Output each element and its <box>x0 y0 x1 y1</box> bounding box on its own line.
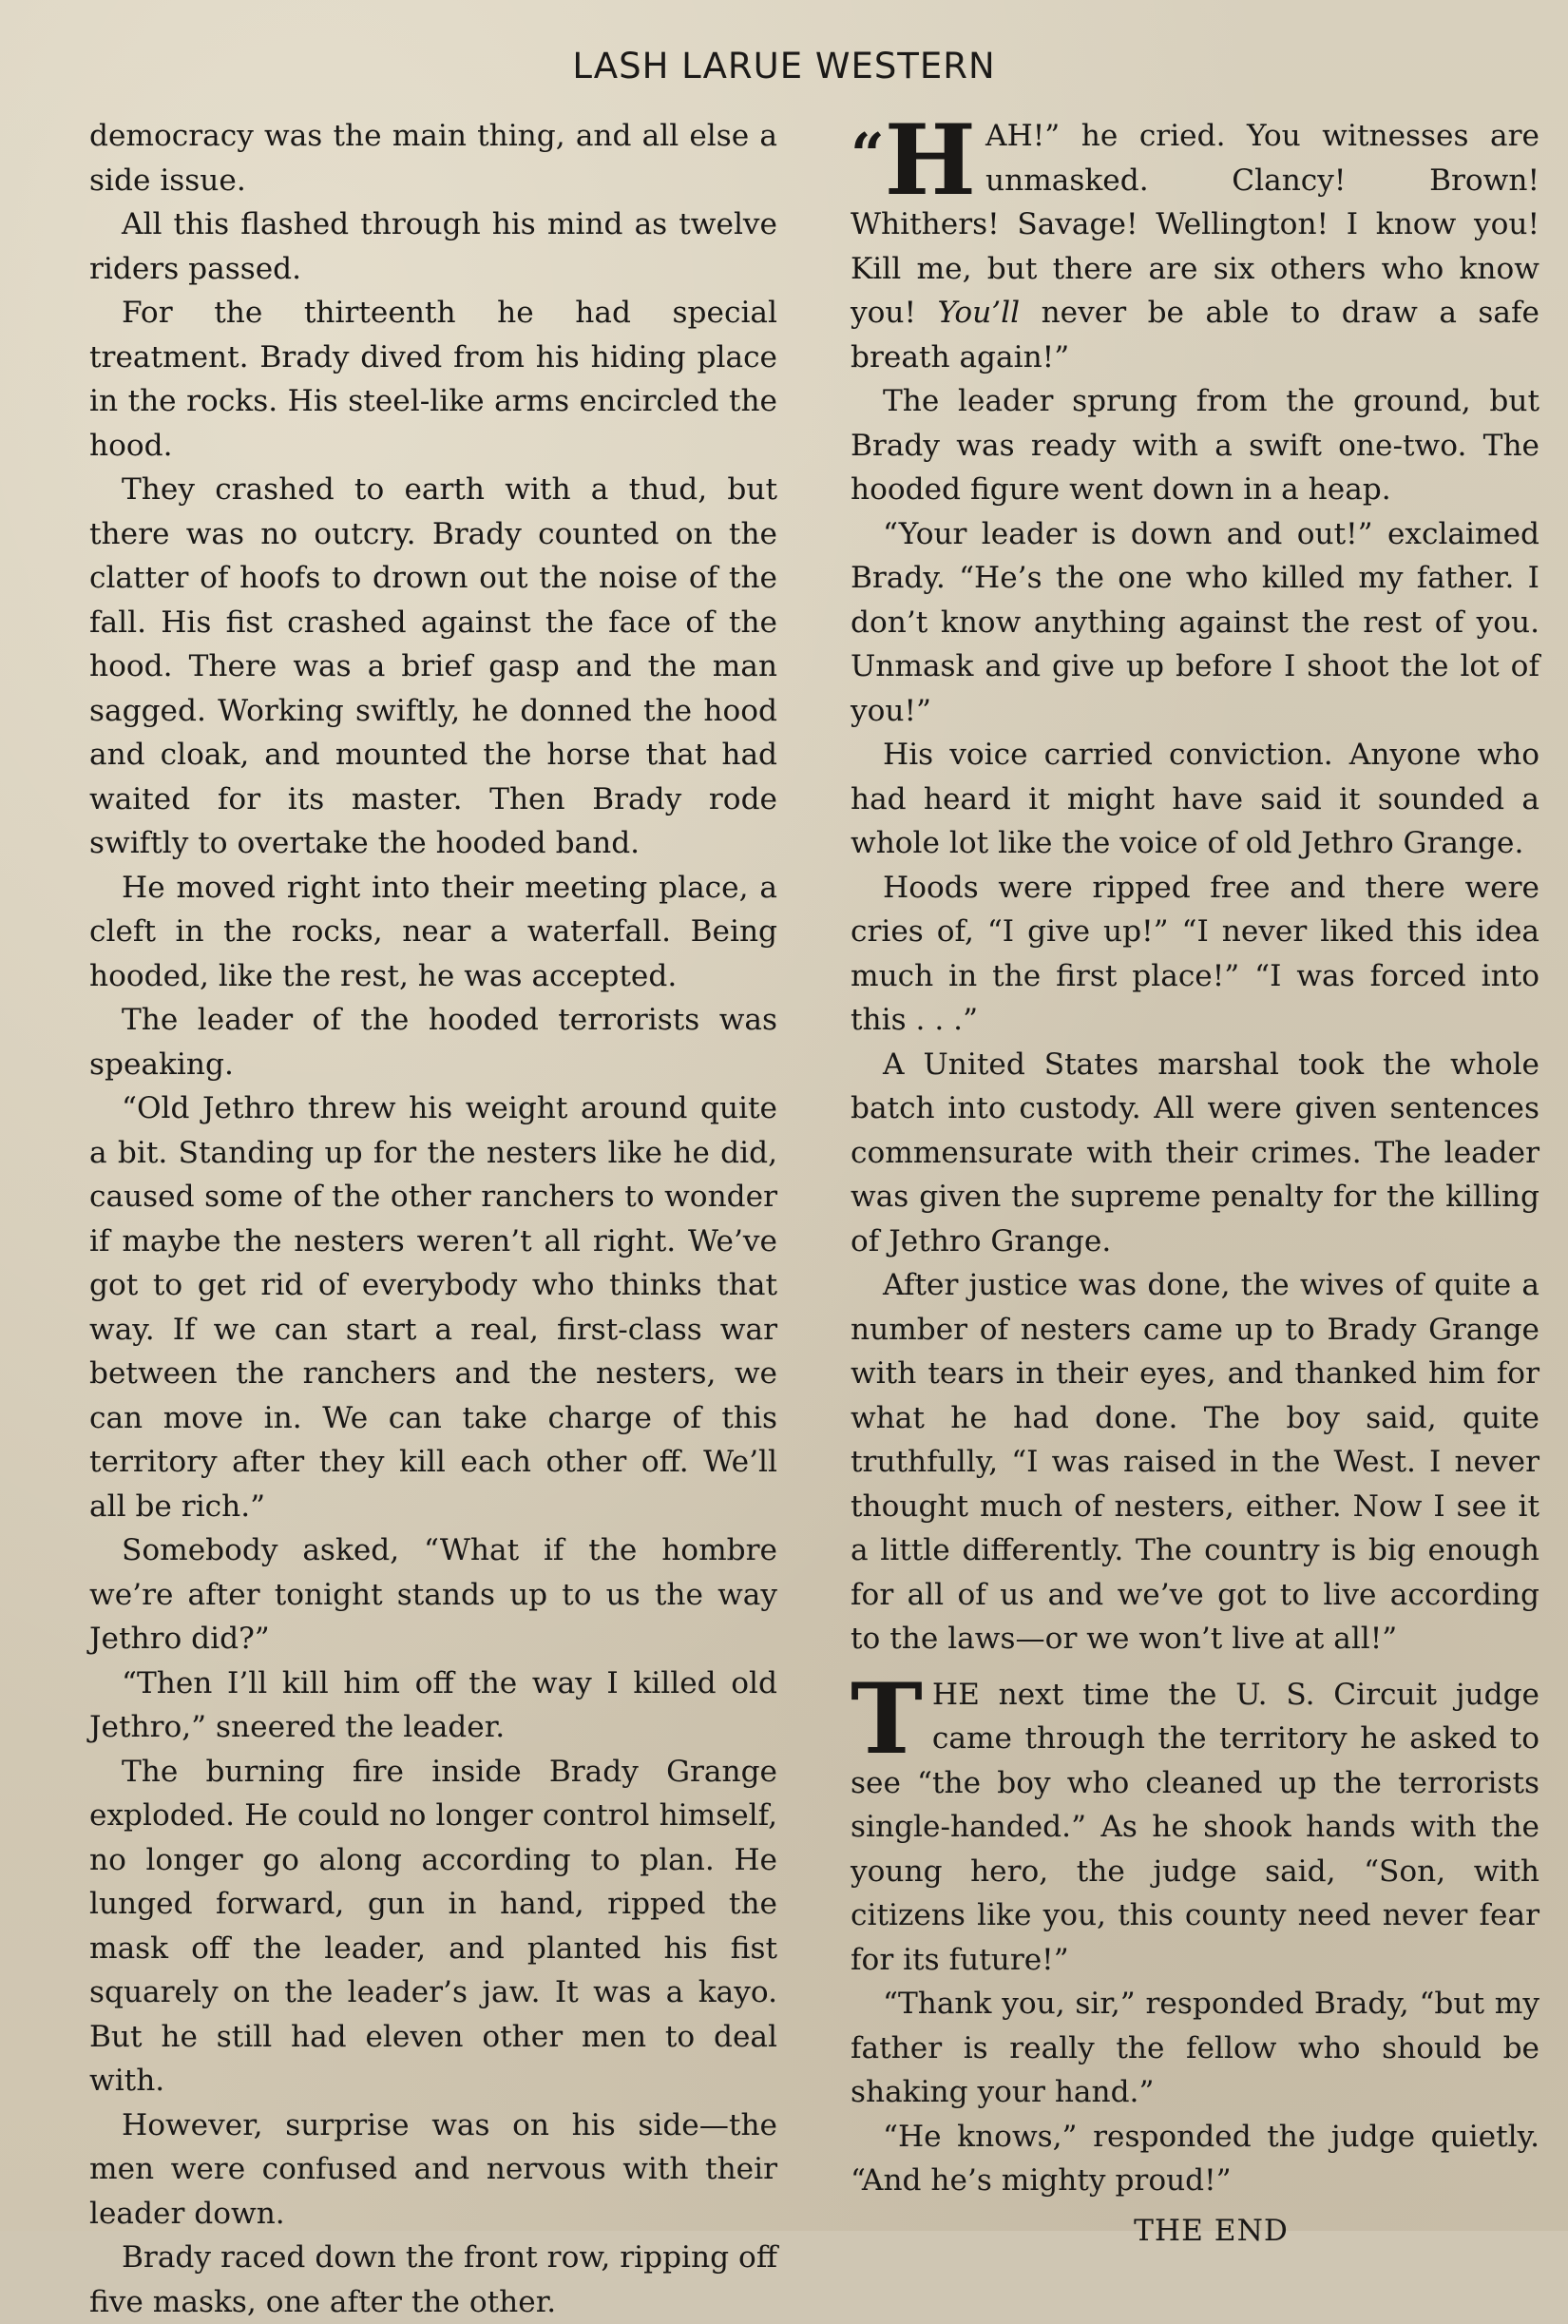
paragraph: However, surprise was on his side—the men were confused and nervous with their leader down. <box>89 2107 777 2231</box>
left-column <box>89 114 777 2324</box>
dropcap-t: T <box>851 1661 923 1777</box>
paragraph: After justice was done, the wives of quite a number of nesters came up to Brady Grange with tears in their eyes, and thanked him for what he had done. The boy said, quite truthfully, “I was raised in the West. I never thought much of nesters, either. Now I see it a little differently. The country is big enough for all of us and we’ve got to live according to the laws—or we won’t live at all!” <box>851 1268 1539 1656</box>
paragraph: For the thirteenth he had special treatment. Brady dived from his hiding place in the rocks. His steel-like arms encircled the hood. <box>89 296 777 463</box>
paragraph: All this flashed through his mind as twelve riders passed. <box>89 207 777 286</box>
emphasis-text: You’ll <box>937 296 1021 330</box>
paragraph: They crashed to earth with a thud, but there was no outcry. Brady counted on the clatter of hoofs to drown out the noise of the fall. His fist crashed against the face of the hood. There was a brief gasp and the man sagged. Working swiftly, he donned the hood and cloak, and mounted the horse that had waited for its master. Then Brady rode swiftly to overtake the hooded band. <box>89 472 777 860</box>
paragraph: He moved right into their meeting place, a cleft in the rocks, near a waterfall. Being hooded, like the rest, he was accepted. <box>89 870 777 993</box>
dropcap-letter: H <box>884 104 977 218</box>
paragraph: The leader sprung from the ground, but Brady was ready with a swift one-two. The hooded figure went down in a heap. <box>851 384 1539 507</box>
paragraph-with-dropcap <box>851 1661 1539 1983</box>
paragraph: His voice carried conviction. Anyone who had heard it might have said it sounded a whole lot like the voice of old Jethro Grange. <box>851 738 1539 860</box>
paragraph: Brady raced down the front row, ripping off five masks, one after the other. <box>89 2240 777 2319</box>
paragraph: Somebody asked, “What if the hombre we’re after tonight stands up to us the way Jethro did?” <box>89 1533 777 1656</box>
paragraph: democracy was the main thing, and all else a side issue. <box>89 119 777 198</box>
dropcap-quote-mark: “ <box>851 120 885 189</box>
paragraph: “Your leader is down and out!” exclaimed Brady. “He’s the one who killed my father. I don’t know anything against the rest of you. Unmask and give up before I shoot the lot of you!” <box>851 516 1539 728</box>
right-column <box>851 104 1540 2253</box>
paragraph: Hoods were ripped free and there were cries of, “I give up!” “I never liked this idea much in the first place!” “I was forced into this . . .” <box>851 870 1539 1037</box>
paragraph-text: never be able to draw a safe breath again!” <box>851 296 1540 375</box>
paragraph: “Old Jethro threw his weight around quite a bit. Standing up for the nesters like he did, caused some of the other ranchers to wonder if maybe the nesters weren’t all right. We’ve got to get rid of everybody who thinks that way. If we can start a real, first-class war between the ranchers and the nesters, we can move in. We can take charge of this territory after they kill each other off. We’ll all be rich.” <box>89 1091 777 1524</box>
page-header-title: LASH LARUE WESTERN <box>572 46 996 86</box>
paragraph-text: HE next time the U. S. Circuit judge came through the territory he asked to see “the boy who cleaned up the terrorists single-handed.” As he shook hands with the young hero, the judge said, “Son, with citizens like you, this county need never fear for its future!” <box>851 1677 1539 1977</box>
dropcap-h <box>851 104 977 218</box>
paragraph: “Then I’ll kill him off the way I killed old Jethro,” sneered the leader. <box>89 1665 777 1744</box>
paragraph: “He knows,” responded the judge quietly. “And he’s mighty proud!” <box>851 2119 1539 2198</box>
paragraph: The burning fire inside Brady Grange exploded. He could no longer control himself, no longer go along according to plan. He lunged forward, gun in hand, ripped the mask off the leader, and planted his fist squarely on the leader’s jaw. It was a kayo. But he still had eleven other men to deal with. <box>89 1754 777 2098</box>
paragraph-with-dropcap <box>851 104 1540 379</box>
paragraph: The leader of the hooded terrorists was speaking. <box>89 1003 777 1082</box>
paragraph-text: AH!” he cried. You witnesses are unmasked. Clancy! Brown! Whithers! Savage! Wellington! I know you! Kill me, but there are six others who know you! <box>851 119 1539 330</box>
paragraph: “Thank you, sir,” responded Brady, “but my father is really the fellow who should be shaking your hand.” <box>851 1987 1539 2109</box>
the-end-label: THE END <box>1134 2213 1289 2248</box>
paragraph: A United States marshal took the whole batch into custody. All were given sentences commensurate with their crimes. The leader was given the supreme penalty for the killing of Jethro Grange. <box>851 1047 1539 1258</box>
